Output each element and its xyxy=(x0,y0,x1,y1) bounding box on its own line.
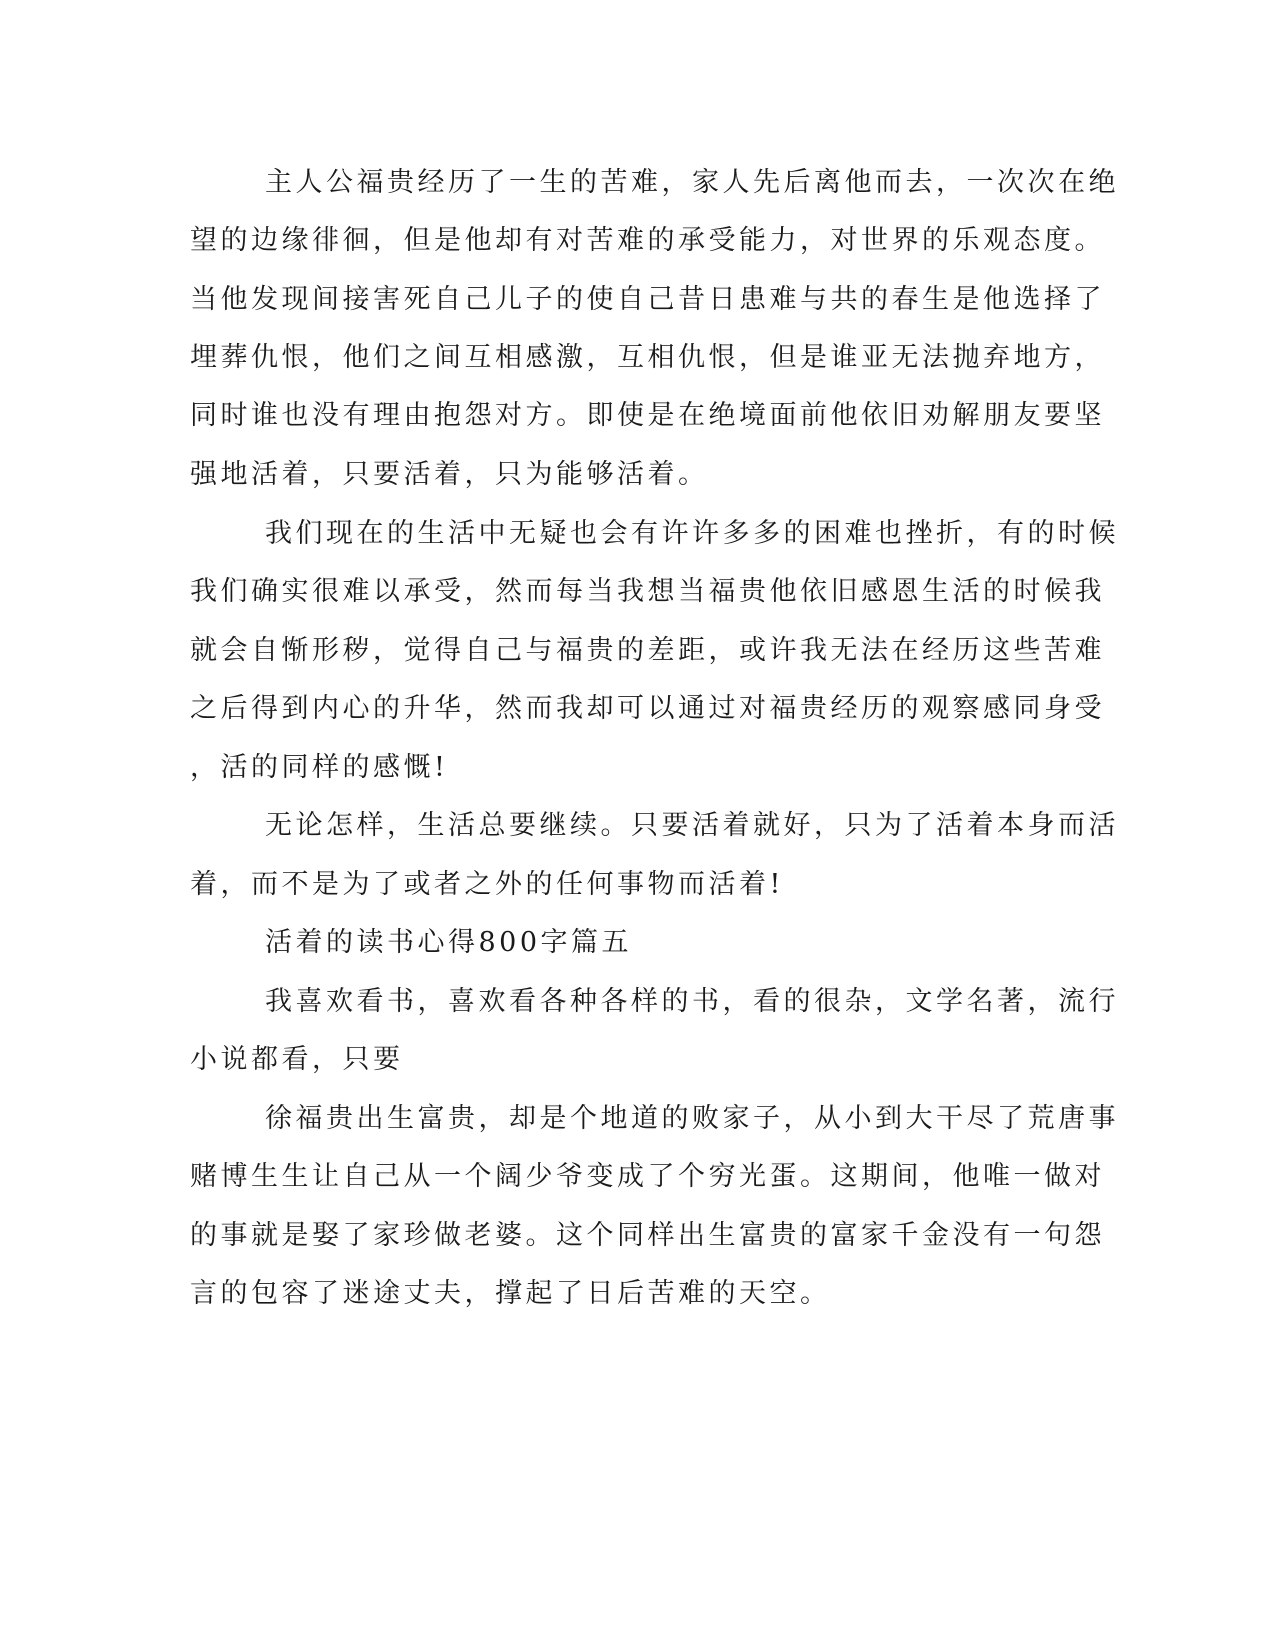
paragraph-2-line-5: ，活的同样的感慨! xyxy=(190,752,449,783)
paragraph-2-line-3: 就会自惭形秽，觉得自己与福贵的差距，或许我无法在经历这些苦难 xyxy=(190,635,1105,666)
paragraph-3-line-1: 无论怎样，生活总要继续。只要活着就好，只为了活着本身而活 xyxy=(265,810,1119,841)
paragraph-1-line-2: 望的边缘徘徊，但是他却有对苦难的承受能力，对世界的乐观态度。 xyxy=(190,225,1105,256)
paragraph-1-line-5: 同时谁也没有理由抱怨对方。即使是在绝境面前他依旧劝解朋友要坚 xyxy=(190,400,1105,431)
paragraph-4-line-2: 小说都看，只要 xyxy=(190,1044,404,1075)
paragraph-1-line-6: 强地活着，只要活着，只为能够活着。 xyxy=(190,459,709,490)
paragraph-2-line-2: 我们确实很难以承受，然而每当我想当福贵他依旧感恩生活的时候我 xyxy=(190,576,1105,607)
paragraph-2-line-1: 我们现在的生活中无疑也会有许许多多的困难也挫折，有的时候 xyxy=(265,518,1119,549)
paragraph-1-line-3: 当他发现间接害死自己儿子的使自己昔日患难与共的春生是他选择了 xyxy=(190,284,1105,315)
paragraph-1-line-1: 主人公福贵经历了一生的苦难，家人先后离他而去，一次次在绝 xyxy=(265,167,1119,198)
paragraph-5-line-1: 徐福贵出生富贵，却是个地道的败家子，从小到大干尽了荒唐事 xyxy=(265,1103,1119,1134)
paragraph-3-line-2: 着，而不是为了或者之外的任何事物而活着! xyxy=(190,869,784,900)
paragraph-2-line-4: 之后得到内心的升华，然而我却可以通过对福贵经历的观察感同身受 xyxy=(190,693,1105,724)
section-heading: 活着的读书心得800字篇五 xyxy=(265,927,633,958)
paragraph-5-line-2: 赌博生生让自己从一个阔少爷变成了个穷光蛋。这期间，他唯一做对 xyxy=(190,1161,1105,1192)
paragraph-1-line-4: 埋葬仇恨，他们之间互相感激，互相仇恨，但是谁亚无法抛弃地方， xyxy=(190,342,1105,373)
paragraph-5-line-4: 言的包容了迷途丈夫，撑起了日后苦难的天空。 xyxy=(190,1278,831,1309)
paragraph-5-line-3: 的事就是娶了家珍做老婆。这个同样出生富贵的富家千金没有一句怨 xyxy=(190,1220,1105,1251)
paragraph-4-line-1: 我喜欢看书，喜欢看各种各样的书，看的很杂，文学名著，流行 xyxy=(265,986,1119,1017)
